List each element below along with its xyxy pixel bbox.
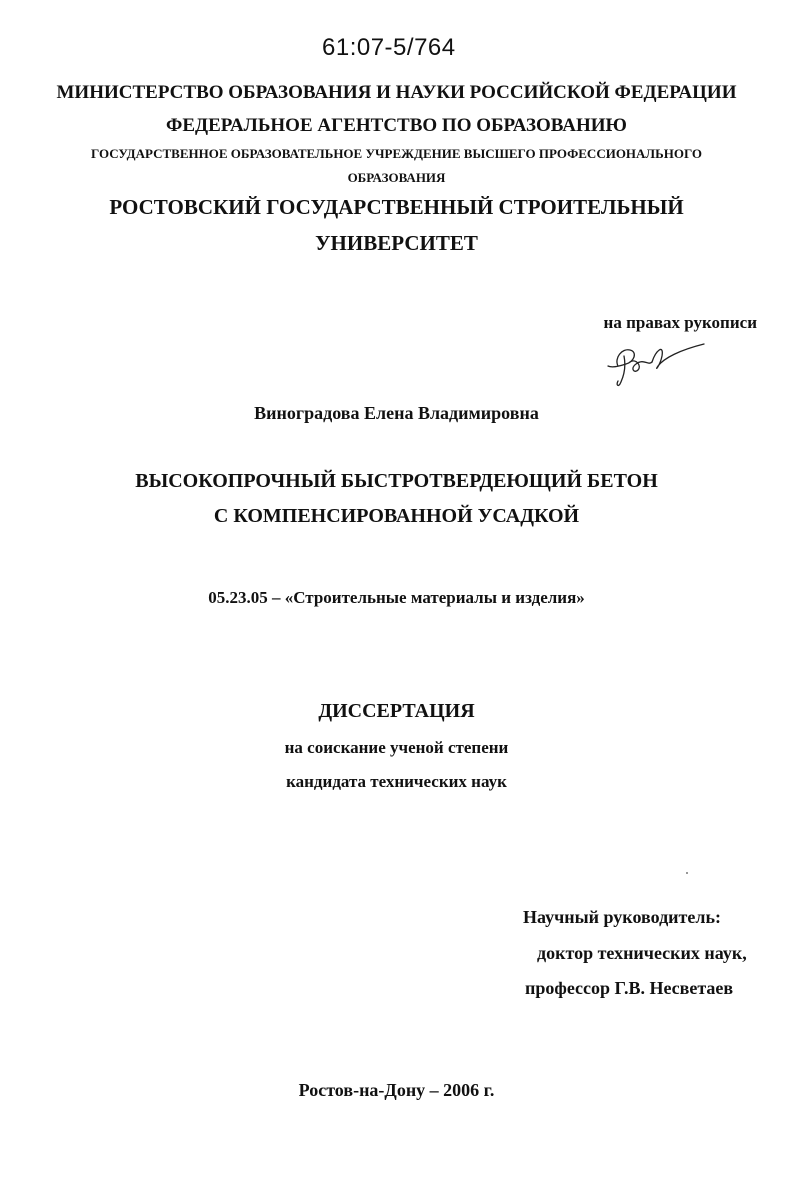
degree-line-2: кандидата технических наук bbox=[286, 772, 507, 791]
advisor-degree: доктор технических наук, bbox=[537, 943, 747, 963]
specialty-code: 05.23.05 – «Строительные материалы и изделия» bbox=[208, 588, 585, 607]
advisor-name: профессор Г.В. Несветаев bbox=[525, 978, 734, 998]
institution-name-line-2: ОБРАЗОВАНИЯ bbox=[347, 170, 446, 185]
agency-name: ФЕДЕРАЛЬНОЕ АГЕНТСТВО ПО ОБРАЗОВАНИЮ bbox=[166, 115, 627, 136]
author-name: Виноградова Елена Владимировна bbox=[254, 403, 539, 423]
archive-code: 61:07-5/764 bbox=[322, 34, 456, 61]
university-name-line-1: РОСТОВСКИЙ ГОСУДАРСТВЕННЫЙ СТРОИТЕЛЬНЫЙ bbox=[109, 195, 684, 219]
signature-icon bbox=[600, 336, 710, 388]
document-type: ДИССЕРТАЦИЯ bbox=[318, 700, 475, 722]
ministry-name: МИНИСТЕРСТВО ОБРАЗОВАНИЯ И НАУКИ РОССИЙСКОЙ ФЕДЕРАЦИИ bbox=[56, 82, 737, 103]
scan-speck bbox=[686, 872, 688, 874]
dissertation-title-line-1: ВЫСОКОПРОЧНЫЙ БЫСТРОТВЕРДЕЮЩИЙ БЕТОН bbox=[135, 470, 658, 492]
manuscript-rights-note: на правах рукописи bbox=[603, 313, 757, 332]
dissertation-title-line-2: С КОМПЕНСИРОВАННОЙ УСАДКОЙ bbox=[213, 505, 580, 527]
place-and-year: Ростов-на-Дону – 2006 г. bbox=[298, 1080, 495, 1100]
degree-line-1: на соискание ученой степени bbox=[284, 738, 509, 757]
institution-name-line-1: ГОСУДАРСТВЕННОЕ ОБРАЗОВАТЕЛЬНОЕ УЧРЕЖДЕНИЕ ВЫСШЕГО ПРОФЕССИОНАЛЬНОГО bbox=[91, 146, 702, 161]
university-name-line-2: УНИВЕРСИТЕТ bbox=[315, 231, 478, 255]
advisor-label: Научный руководитель: bbox=[523, 907, 721, 927]
